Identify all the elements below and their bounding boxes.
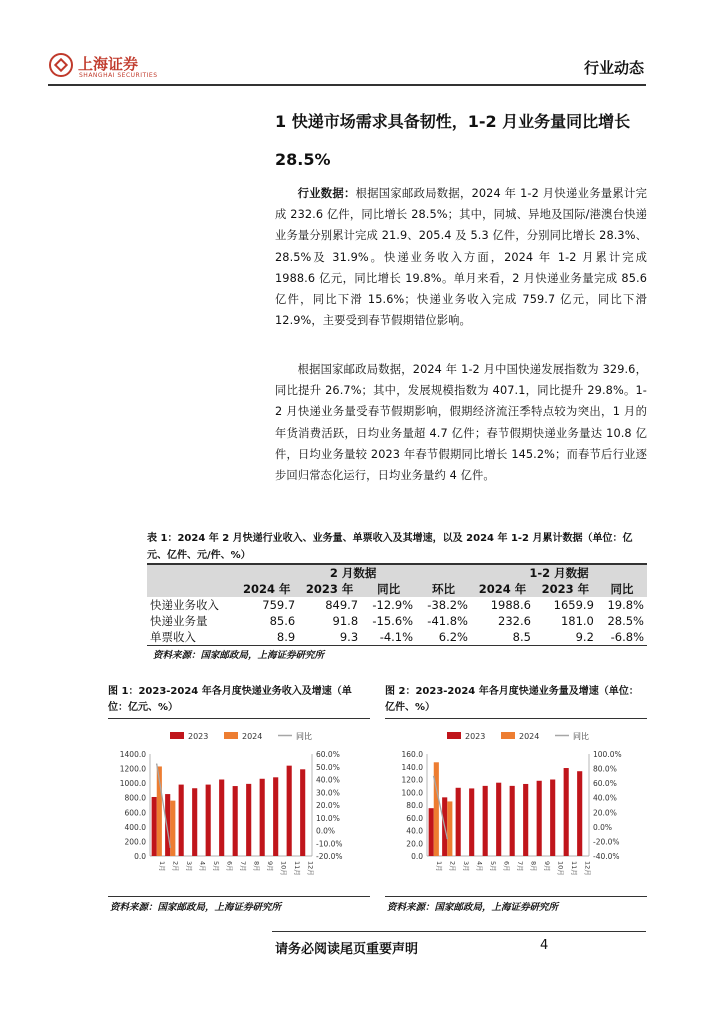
yoy-point (433, 776, 435, 778)
figure2-bottom-rule (385, 896, 647, 897)
paragraph-lead: 行业数据： (297, 187, 356, 200)
table-header-cell: 同比 (597, 581, 647, 597)
bar-2023 (537, 781, 542, 856)
data-table (147, 563, 647, 646)
y-tick-label: 100.0 (401, 788, 423, 798)
table-corner (147, 564, 235, 581)
x-tick-label: 4月 (475, 861, 484, 872)
yoy-point (156, 763, 158, 765)
table-cell: 9.2 (534, 629, 597, 646)
table-header-cell: 2023 年 (298, 581, 361, 597)
x-tick-label: 5月 (211, 861, 220, 872)
y-tick-label: 400.0 (124, 822, 146, 832)
table-row-label: 快递业务收入 (150, 598, 219, 612)
x-tick-label: 11月 (569, 861, 578, 876)
table-row (147, 629, 647, 646)
x-tick-label: 2月 (171, 861, 180, 872)
y2-tick-label: 60.0% (316, 750, 340, 759)
bar-2023 (523, 784, 528, 856)
table-cell: 9.3 (298, 629, 361, 646)
table-cell: 85.6 (269, 614, 296, 628)
y2-tick-label: 100.0% (593, 750, 622, 759)
bar-2023 (246, 784, 251, 856)
table-column-header (147, 581, 647, 597)
y-tick-label: 120.0 (401, 775, 423, 785)
y2-tick-label: -40.0% (593, 852, 620, 861)
figure1-source: 资料来源：国家邮政局，上海证券研究所 (110, 902, 282, 913)
y-tick-label: 200.0 (124, 837, 146, 847)
bar-2023 (179, 785, 184, 856)
section-title (275, 103, 645, 179)
footer-disclaimer: 请务必阅读尾页重要声明 (275, 942, 419, 957)
y-tick-label: 1200.0 (119, 764, 146, 774)
table-cell: -38.2% (427, 598, 468, 612)
figure2-top-rule (385, 718, 647, 719)
legend-swatch (501, 732, 515, 739)
bar-2023 (165, 794, 170, 856)
figure1-top-rule (108, 718, 370, 719)
bar-2023 (564, 768, 569, 856)
table-group-header (147, 564, 647, 581)
section-title-line1: 1 快递市场需求具备韧性，1-2 月业务量同比增长 (275, 112, 631, 131)
bar-2023 (429, 808, 434, 856)
table-cell: 8.5 (471, 629, 534, 646)
y2-tick-label: -20.0% (593, 837, 620, 847)
table-cell: 6.2% (416, 629, 471, 646)
figure2-source: 资料来源：国家邮政局，上海证券研究所 (387, 902, 559, 913)
figure2-chart (385, 722, 647, 894)
table-cell: -4.1% (361, 629, 416, 646)
page-number: 4 (540, 938, 549, 953)
y-tick-label: 20.0 (406, 839, 423, 849)
table-header-cell: 2024 年 (235, 581, 298, 597)
yoy-point (446, 838, 448, 840)
x-tick-label: 7月 (515, 861, 524, 872)
table-row-label: 快递业务量 (150, 614, 208, 628)
table-cell: 91.8 (332, 614, 359, 628)
bar-2023 (577, 771, 582, 856)
figure1-caption: 图 1：2023-2024 年各月度快递业务收入及增速（单位：亿元、%） (108, 686, 352, 713)
table-cell: -6.8% (597, 629, 647, 646)
bar-2023 (152, 797, 157, 856)
bar-2023 (260, 779, 265, 856)
legend-label: 2024 (519, 732, 540, 741)
section-title-line2: 28.5% (275, 150, 331, 169)
y2-tick-label: 20.0% (316, 801, 340, 810)
x-tick-label: 2月 (448, 861, 457, 872)
table-group-feb: 2 月数据 (235, 564, 471, 581)
x-tick-label: 9月 (265, 861, 274, 872)
table-cell: 849.7 (325, 598, 359, 612)
logo-icon (48, 52, 74, 78)
y2-tick-label: -20.0% (316, 852, 343, 861)
table-header-cell: 环比 (416, 581, 471, 597)
paragraph-industry-data (275, 183, 647, 331)
y2-tick-label: 40.0% (316, 775, 340, 785)
bar-2023 (287, 766, 292, 856)
bar-2023 (483, 786, 488, 856)
header-rule (48, 84, 646, 86)
x-tick-label: 8月 (252, 861, 261, 872)
bar-2023 (510, 786, 515, 856)
footer-rule (272, 931, 646, 932)
table-group-janfeb: 1-2 月数据 (471, 564, 647, 581)
y-tick-label: 1000.0 (119, 779, 146, 789)
x-tick-label: 5月 (488, 861, 497, 872)
table-header-cell: 2024 年 (471, 581, 534, 597)
y-tick-label: 80.0 (406, 801, 423, 810)
table-cell: 19.8% (607, 598, 644, 612)
bar-2023 (273, 777, 278, 856)
bar-2023 (496, 783, 501, 856)
bar-2024 (170, 801, 175, 856)
legend-swatch (447, 732, 461, 739)
x-tick-label: 1月 (157, 861, 166, 872)
bar-2023 (456, 788, 461, 856)
table-cell: 232.6 (498, 614, 531, 628)
yoy-point (169, 846, 171, 848)
table-cell: 759.7 (262, 598, 296, 612)
figure1-bottom-rule (108, 896, 370, 897)
paragraph-index: 根据国家邮政局数据，2024 年 1-2 月中国快递发展指数为 329.6，同比提升 26.7%；其中，发展规模指数为 407.1，同比提升 29.8%。1-2 月快递业务量受春节假期影响，假期经济流汪季特点较为突出，1 月的年货消费活跃，日均业务量超 4.7 亿件；春节假期快递业务量达 10.8 亿件，日均业务量较 2023 年春节假期同比增长 145.2%；而春节后行业逐步回归常态化运行，日均业务量约 4 亿件。 (275, 363, 647, 483)
y2-tick-label: 30.0% (316, 788, 340, 798)
legend-label: 2023 (188, 732, 209, 741)
bar-2023 (219, 780, 224, 857)
table-cell: 181.0 (560, 614, 594, 628)
y-tick-label: 140.0 (401, 762, 423, 772)
x-tick-label: 3月 (461, 861, 470, 872)
table-cell: -12.9% (372, 598, 414, 612)
x-tick-label: 8月 (529, 861, 538, 872)
table-row (147, 613, 647, 629)
x-tick-label: 1月 (434, 861, 443, 872)
y2-tick-label: 80.0% (593, 764, 617, 774)
legend-label: 2023 (465, 732, 486, 741)
bar-2023 (206, 785, 211, 856)
legend-swatch (224, 732, 238, 739)
x-tick-label: 11月 (292, 861, 301, 876)
logo-subtitle: SHANGHAI SECURITIES (79, 72, 158, 79)
logo-text: 上海证券 (78, 55, 139, 73)
legend-label: 2024 (242, 732, 263, 741)
y2-tick-label: 20.0% (593, 808, 617, 818)
y-tick-label: 0.0 (411, 852, 423, 861)
y-tick-label: 800.0 (124, 793, 146, 803)
figure2-caption: 图 2：2023-2024 年各月度快递业务量及增速（单位：亿件、%） (385, 686, 639, 713)
table-cell: -41.8% (427, 614, 468, 628)
table-corner (147, 581, 235, 597)
y2-tick-label: 0.0% (316, 826, 336, 836)
table-cell: 1659.9 (553, 598, 594, 612)
y2-tick-label: 60.0% (593, 779, 617, 789)
table-source: 资料来源：国家邮政局，上海证券研究所 (153, 650, 325, 661)
y2-tick-label: 40.0% (593, 793, 617, 803)
table-row (147, 597, 647, 613)
bar-2024 (434, 762, 439, 856)
bar-2023 (233, 786, 238, 856)
table-cell: 8.9 (235, 629, 298, 646)
y-tick-label: 600.0 (124, 808, 146, 818)
y2-tick-label: 0.0% (593, 822, 613, 832)
header-title: 行业动态 (583, 59, 644, 77)
table-cell: 28.5% (607, 614, 644, 628)
bar-2023 (550, 780, 555, 857)
figure1-chart (108, 722, 370, 894)
bar-2023 (300, 769, 305, 856)
x-tick-label: 12月 (583, 861, 592, 876)
table-caption: 表 1：2024 年 2 月快递行业收入、业务量、单票收入及其增速，以及 2024 年 1-2 月累计数据（单位：亿元、亿件、元/件、%） (147, 533, 633, 561)
paragraph-body: 根据国家邮政局数据，2024 年 1-2 月快递业务量累计完成 232.6 亿件，同比增长 28.5%；其中，同城、异地及国际/港澳台快递业务量分别累计完成 21.9、205.4 及 5.3 亿件，分别同比增长 28.3%、28.5%及 31.9%。快递业务收入方面，2024 年 1-2 月累计完成 1988.6 亿元，同比增长 19.8%。单月来看，2 月快递业务量完成 85.6 亿件，同比下滑 15.6%；快递业务收入完成 759.7 亿元，同比下滑 12.9%，主要受到春节假期错位影响。 (275, 187, 647, 328)
y-tick-label: 40.0 (406, 826, 423, 836)
y-tick-label: 0.0 (134, 852, 146, 861)
y2-tick-label: 50.0% (316, 762, 340, 772)
y2-tick-label: 10.0% (316, 813, 340, 823)
bar-2023 (192, 788, 197, 856)
table-header-cell: 2023 年 (534, 581, 597, 597)
table-cell: 1988.6 (490, 598, 531, 612)
y-tick-label: 160.0 (401, 750, 423, 759)
bar-2023 (469, 788, 474, 856)
y-tick-label: 1400.0 (119, 750, 146, 759)
legend-label: 同比 (573, 732, 589, 741)
legend-swatch (170, 732, 184, 739)
y-tick-label: 60.0 (406, 813, 423, 823)
x-tick-label: 6月 (225, 861, 234, 872)
table-row-label: 单票收入 (147, 629, 235, 646)
x-tick-label: 6月 (502, 861, 511, 872)
table-cell: -15.6% (372, 614, 414, 628)
x-tick-label: 12月 (306, 861, 315, 876)
bar-2024 (447, 801, 452, 856)
y2-tick-label: -10.0% (316, 839, 343, 849)
x-tick-label: 3月 (184, 861, 193, 872)
table-header-cell: 同比 (361, 581, 416, 597)
x-tick-label: 7月 (238, 861, 247, 872)
legend-label: 同比 (296, 732, 312, 741)
x-tick-label: 9月 (542, 861, 551, 872)
x-tick-label: 4月 (198, 861, 207, 872)
x-tick-label: 10月 (279, 861, 288, 876)
x-tick-label: 10月 (556, 861, 565, 876)
